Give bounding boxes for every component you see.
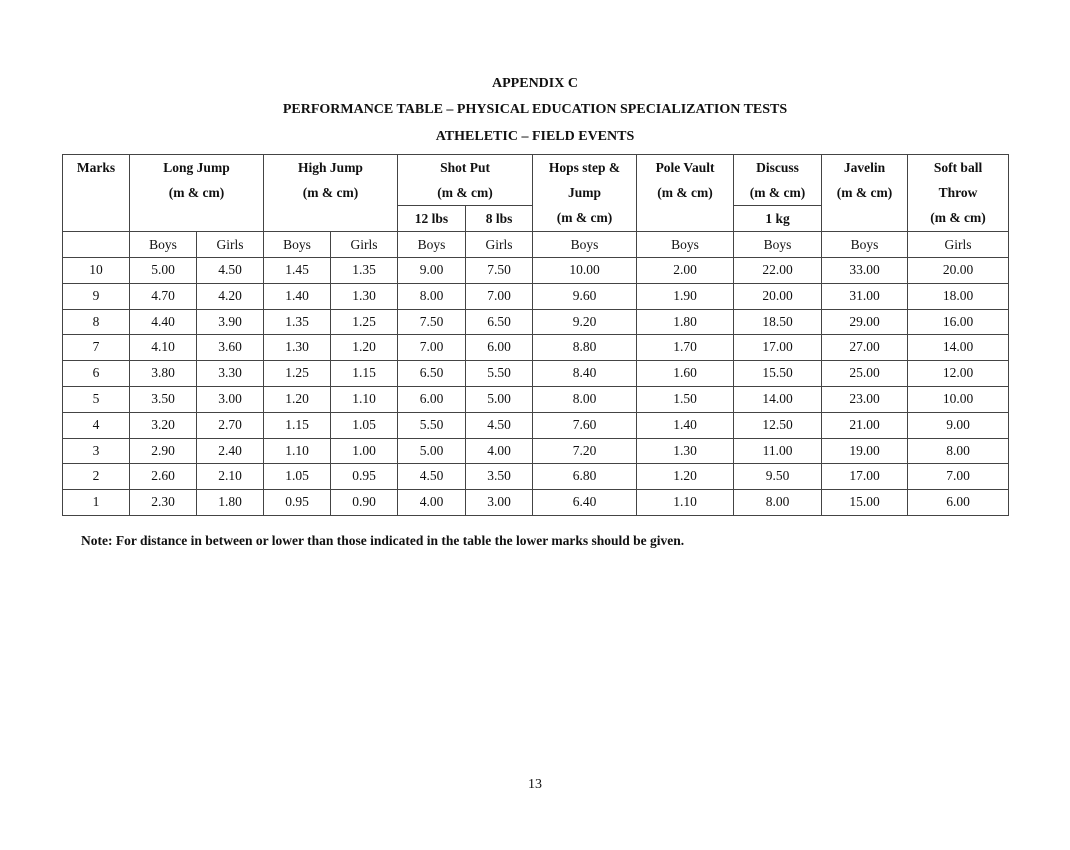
value-cell: 20.00 [734, 283, 822, 309]
value-cell: 5.00 [398, 438, 466, 464]
value-cell: 3.60 [197, 335, 264, 361]
value-cell: 1.30 [264, 335, 331, 361]
marks-header [63, 155, 130, 232]
value-cell: 4.70 [130, 283, 197, 309]
value-cell: 6.40 [533, 490, 637, 516]
header-label: High Jump [298, 160, 363, 175]
value-cell: 7.00 [398, 335, 466, 361]
gender-header: Boys [734, 232, 822, 258]
header-label: Hops step & [548, 160, 621, 175]
header-label: Shot Put [440, 160, 490, 175]
value-cell: 14.00 [908, 335, 1009, 361]
value-cell: 6.50 [398, 361, 466, 387]
value-cell: 18.50 [734, 309, 822, 335]
value-cell: 2.40 [197, 438, 264, 464]
value-cell: 1.10 [264, 438, 331, 464]
value-cell: 29.00 [822, 309, 908, 335]
gender-header: Girls [466, 232, 533, 258]
value-cell: 3.00 [197, 386, 264, 412]
value-cell: 33.00 [822, 258, 908, 284]
value-cell: 23.00 [822, 386, 908, 412]
marks-cell: 7 [63, 335, 130, 361]
marks-cell: 3 [63, 438, 130, 464]
javelin-header [822, 155, 908, 232]
value-cell: 15.00 [822, 490, 908, 516]
value-cell: 1.90 [637, 283, 734, 309]
header-label: Pole Vault [655, 160, 715, 175]
header-label: Javelin [843, 160, 886, 175]
value-cell: 16.00 [908, 309, 1009, 335]
header-unit: (m & cm) [168, 185, 225, 200]
value-cell: 1.20 [637, 464, 734, 490]
value-cell: 2.10 [197, 464, 264, 490]
value-cell: 8.80 [533, 335, 637, 361]
value-cell: 2.60 [130, 464, 197, 490]
gender-header: Girls [331, 232, 398, 258]
header-unit: (m & cm) [749, 185, 806, 200]
value-cell: 1.50 [637, 386, 734, 412]
value-cell: 5.00 [466, 386, 533, 412]
value-cell: 18.00 [908, 283, 1009, 309]
discus-header [734, 155, 822, 206]
value-cell: 1.40 [264, 283, 331, 309]
value-cell: 6.50 [466, 309, 533, 335]
value-cell: 12.00 [908, 361, 1009, 387]
value-cell: 9.00 [908, 412, 1009, 438]
gender-row [63, 232, 1009, 258]
header-label: Discuss [756, 160, 799, 175]
long-jump-header [130, 155, 264, 232]
value-cell: 12.50 [734, 412, 822, 438]
value-cell: 3.80 [130, 361, 197, 387]
marks-cell: 6 [63, 361, 130, 387]
value-cell: 1.20 [331, 335, 398, 361]
value-cell: 1.70 [637, 335, 734, 361]
gender-header: Girls [197, 232, 264, 258]
value-cell: 5.50 [466, 361, 533, 387]
header-label: Long Jump [163, 160, 230, 175]
table-row [63, 490, 1009, 516]
value-cell: 8.40 [533, 361, 637, 387]
header-unit: (m & cm) [556, 210, 613, 225]
marks-cell: 10 [63, 258, 130, 284]
value-cell: 3.90 [197, 309, 264, 335]
table-row [63, 258, 1009, 284]
value-cell: 7.60 [533, 412, 637, 438]
marks-cell: 9 [63, 283, 130, 309]
value-cell: 8.00 [908, 438, 1009, 464]
value-cell: 1.80 [197, 490, 264, 516]
value-cell: 4.50 [398, 464, 466, 490]
value-cell: 4.20 [197, 283, 264, 309]
header-unit: (m & cm) [930, 210, 986, 225]
table-row [63, 386, 1009, 412]
softball-header [908, 155, 1009, 232]
header-label: Marks [76, 160, 116, 175]
value-cell: 8.00 [398, 283, 466, 309]
shot-12lbs-header: 12 lbs [398, 206, 466, 232]
value-cell: 14.00 [734, 386, 822, 412]
value-cell: 10.00 [533, 258, 637, 284]
value-cell: 17.00 [734, 335, 822, 361]
gender-header: Boys [398, 232, 466, 258]
value-cell: 1.30 [331, 283, 398, 309]
value-cell: 15.50 [734, 361, 822, 387]
header-unit: (m & cm) [437, 185, 493, 200]
gender-header: Boys [822, 232, 908, 258]
value-cell: 4.50 [466, 412, 533, 438]
shot-8lbs-header: 8 lbs [466, 206, 533, 232]
value-cell: 3.20 [130, 412, 197, 438]
value-cell: 7.50 [398, 309, 466, 335]
marks-cell: 5 [63, 386, 130, 412]
header-unit: (m & cm) [302, 185, 359, 200]
value-cell: 1.05 [331, 412, 398, 438]
header-unit: (m & cm) [657, 185, 713, 200]
value-cell: 4.00 [466, 438, 533, 464]
page-number: 13 [528, 777, 542, 792]
value-cell: 1.80 [637, 309, 734, 335]
value-cell: 2.70 [197, 412, 264, 438]
value-cell: 1.10 [331, 386, 398, 412]
value-cell: 21.00 [822, 412, 908, 438]
gender-header: Girls [908, 232, 1009, 258]
table-row [63, 464, 1009, 490]
header-label: Throw [938, 185, 978, 200]
marks-cell: 1 [63, 490, 130, 516]
value-cell: 5.00 [130, 258, 197, 284]
value-cell: 3.50 [466, 464, 533, 490]
value-cell: 1.15 [264, 412, 331, 438]
marks-cell: 4 [63, 412, 130, 438]
value-cell: 1.60 [637, 361, 734, 387]
value-cell: 10.00 [908, 386, 1009, 412]
value-cell: 1.00 [331, 438, 398, 464]
value-cell: 1.30 [637, 438, 734, 464]
value-cell: 1.45 [264, 258, 331, 284]
value-cell: 1.35 [331, 258, 398, 284]
value-cell: 6.80 [533, 464, 637, 490]
table-row [63, 309, 1009, 335]
value-cell: 4.10 [130, 335, 197, 361]
value-cell: 7.00 [908, 464, 1009, 490]
pole-vault-header [637, 155, 734, 232]
value-cell: 1.15 [331, 361, 398, 387]
value-cell: 25.00 [822, 361, 908, 387]
value-cell: 4.00 [398, 490, 466, 516]
appendix-title: APPENDIX C [492, 76, 578, 91]
value-cell: 1.25 [331, 309, 398, 335]
value-cell: 8.00 [734, 490, 822, 516]
value-cell: 8.00 [533, 386, 637, 412]
value-cell: 7.00 [466, 283, 533, 309]
value-cell: 6.00 [466, 335, 533, 361]
value-cell: 2.90 [130, 438, 197, 464]
gender-header: Boys [533, 232, 637, 258]
value-cell: 6.00 [908, 490, 1009, 516]
high-jump-header [264, 155, 398, 232]
discus-1kg-header: 1 kg [734, 206, 822, 232]
value-cell: 20.00 [908, 258, 1009, 284]
marks-cell: 8 [63, 309, 130, 335]
value-cell: 3.50 [130, 386, 197, 412]
table-row [63, 412, 1009, 438]
table-subtitle: ATHELETIC – FIELD EVENTS [435, 129, 635, 144]
table-title: PERFORMANCE TABLE – PHYSICAL EDUCATION SPECIALIZATION TESTS [282, 102, 788, 117]
table-row [63, 361, 1009, 387]
value-cell: 17.00 [822, 464, 908, 490]
note: Note: For distance in between or lower than those indicated in the table the lower marks should be given. [81, 533, 685, 548]
value-cell: 1.10 [637, 490, 734, 516]
gender-header: Boys [264, 232, 331, 258]
value-cell: 5.50 [398, 412, 466, 438]
value-cell: 22.00 [734, 258, 822, 284]
marks-cell: 2 [63, 464, 130, 490]
value-cell: 2.30 [130, 490, 197, 516]
value-cell: 2.00 [637, 258, 734, 284]
value-cell: 1.20 [264, 386, 331, 412]
value-cell: 9.60 [533, 283, 637, 309]
value-cell: 27.00 [822, 335, 908, 361]
hops-header [533, 155, 637, 232]
value-cell: 0.90 [331, 490, 398, 516]
value-cell: 4.40 [130, 309, 197, 335]
header-label: Jump [568, 185, 602, 200]
value-cell: 19.00 [822, 438, 908, 464]
value-cell: 11.00 [734, 438, 822, 464]
value-cell: 1.25 [264, 361, 331, 387]
value-cell: 0.95 [331, 464, 398, 490]
value-cell: 9.00 [398, 258, 466, 284]
value-cell: 3.00 [466, 490, 533, 516]
gender-header: Boys [637, 232, 734, 258]
header-label: Soft ball [933, 160, 983, 175]
value-cell: 7.50 [466, 258, 533, 284]
value-cell: 31.00 [822, 283, 908, 309]
value-cell: 3.30 [197, 361, 264, 387]
value-cell: 0.95 [264, 490, 331, 516]
value-cell: 7.20 [533, 438, 637, 464]
value-cell: 9.50 [734, 464, 822, 490]
value-cell: 9.20 [533, 309, 637, 335]
shot-put-header [398, 155, 533, 206]
value-cell: 6.00 [398, 386, 466, 412]
table-row [63, 335, 1009, 361]
table-row [63, 438, 1009, 464]
value-cell: 1.05 [264, 464, 331, 490]
performance-table [62, 154, 1009, 516]
value-cell: 4.50 [197, 258, 264, 284]
empty-cell [63, 232, 130, 258]
value-cell: 1.35 [264, 309, 331, 335]
gender-header: Boys [130, 232, 197, 258]
table-row [63, 283, 1009, 309]
value-cell: 1.40 [637, 412, 734, 438]
header-unit: (m & cm) [836, 185, 893, 200]
